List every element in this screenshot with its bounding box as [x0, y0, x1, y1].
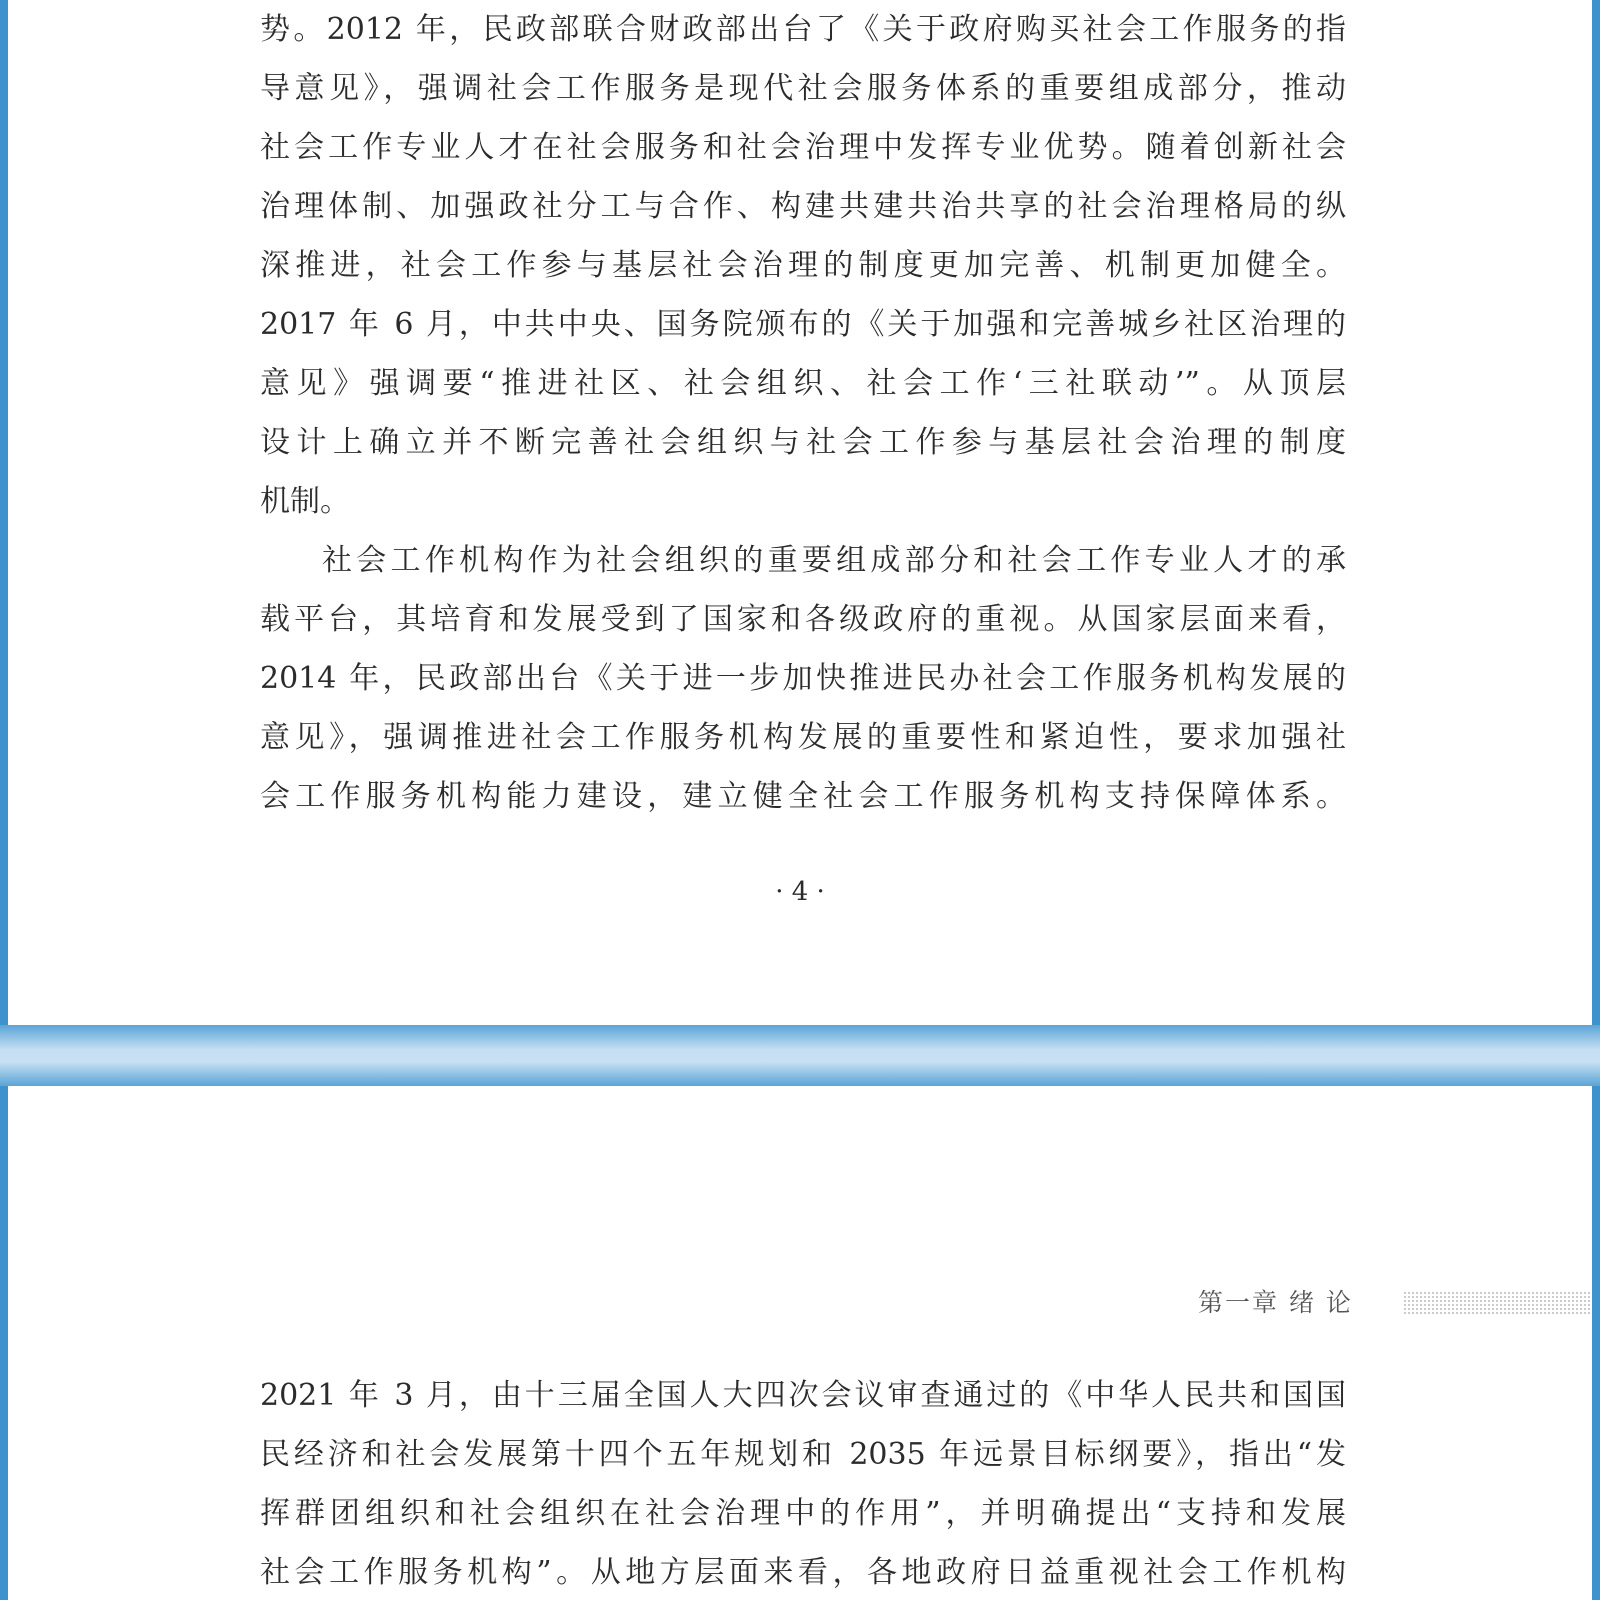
page-number: · 4 · — [775, 877, 825, 907]
chapter-running-head: 第一章 绪 论 — [1198, 1288, 1353, 1317]
book-page-4 — [8, 0, 1592, 1025]
text-line: 民经济和社会发展第十四个五年规划和 2035 年远景目标纲要》，指出“发 — [260, 1437, 1346, 1472]
text-line: 2021 年 3 月，由十三届全国人大四次会议审查通过的《中华人民共和国国 — [260, 1378, 1346, 1413]
text-line: 治理体制、加强政社分工与合作、构建共建共治共享的社会治理格局的纵 — [260, 189, 1346, 224]
text-line: 2014 年，民政部出台《关于进一步加快推进民办社会工作服务机构发展的 — [260, 661, 1346, 696]
text-line: 社会工作服务机构”。从地方层面来看，各地政府日益重视社会工作机构 — [260, 1555, 1346, 1590]
text-line: 机制。 — [260, 484, 350, 519]
text-line: 导意见》，强调社会工作服务是现代社会服务体系的重要组成部分，推动 — [260, 71, 1346, 106]
text-line: 会工作服务机构能力建设，建立健全社会工作服务机构支持保障体系。 — [260, 779, 1346, 814]
page-separator — [0, 1025, 1600, 1086]
page-body-text — [260, 1366, 1346, 1600]
text-line: 势。2012 年，民政部联合财政部出台了《关于政府购买社会工作服务的指 — [260, 12, 1346, 47]
paragraph-first-line: 社会工作机构作为社会组织的重要组成部分和社会工作专业人才的承 — [322, 543, 1346, 578]
text-line: 社会工作专业人才在社会服务和社会治理中发挥专业优势。随着创新社会 — [260, 130, 1346, 165]
page-body-text — [260, 0, 1346, 826]
text-line: 载平台，其培育和发展受到了国家和各级政府的重视。从国家层面来看， — [260, 602, 1346, 637]
book-page-5 — [8, 1086, 1592, 1600]
text-line: 挥群团组织和社会组织在社会治理中的作用”，并明确提出“支持和发展 — [260, 1496, 1346, 1531]
text-line: 设计上确立并不断完善社会组织与社会工作参与基层社会治理的制度 — [260, 425, 1346, 460]
text-line: 2017 年 6 月，中共中央、国务院颁布的《关于加强和完善城乡社区治理的 — [260, 307, 1346, 342]
running-head-dot-pattern — [1403, 1291, 1592, 1315]
text-line: 意见》，强调推进社会工作服务机构发展的重要性和紧迫性，要求加强社 — [260, 720, 1346, 755]
text-line: 意见》强调要“推进社区、社会组织、社会工作‘三社联动’”。从顶层 — [260, 366, 1346, 401]
text-line: 深推进，社会工作参与基层社会治理的制度更加完善、机制更加健全。 — [260, 248, 1346, 283]
